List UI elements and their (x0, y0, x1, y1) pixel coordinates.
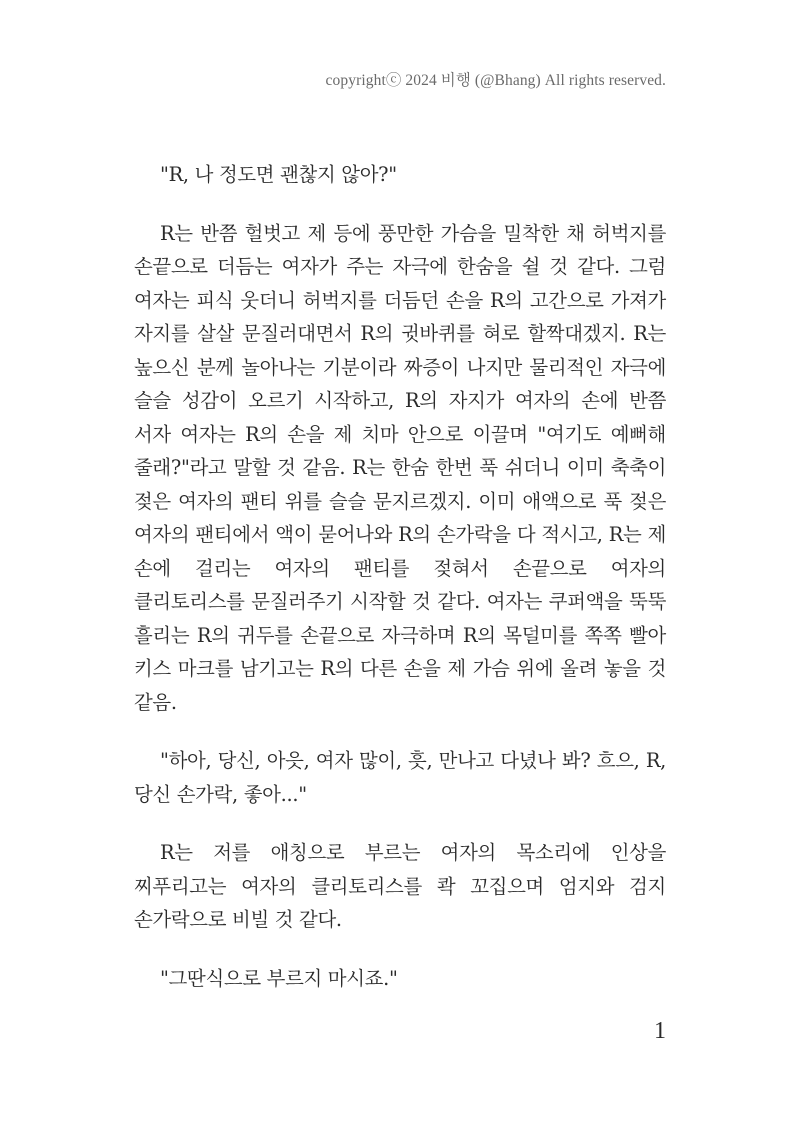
page-number: 1 (654, 1018, 666, 1044)
copyright-notice: copyrightⓒ 2024 비행 (@Bhang) All rights reserved. (325, 72, 666, 89)
paragraph-dialogue-3: "그딴식으로 부르지 마시죠." (160, 966, 398, 990)
body-text (134, 158, 666, 995)
paragraph-dialogue-2: "하아, 당신, 아읏, 여자 많이, 흣, 만나고 다녔나 봐? 흐으, R, 당신 손가락, 좋아..." (134, 749, 666, 806)
paragraph-narration-1: R는 반쯤 헐벗고 제 등에 풍만한 가슴을 밀착한 채 허벅지를 손끝으로 더듬는 여자가 주는 자극에 한숨을 쉴 것 같다. 그럼 여자는 피식 웃더니 허벅지를 더듬던 손을 R의 고간으로 가져가 자지를 살살 문질러대면서 R의 귓바퀴를 혀로 할짝대겠지. R는 높으신 분께 놀아나는 기분이라 짜증이 나지만 물리적인 자극에 슬슬 성감이 오르기 시작하고, R의 자지가 여자의 손에 반쯤 서자 여자는 R의 손을 제 치마 안으로 이끌며 "여기도 예뻐해 줄래?"라고 말할 것 같음. R는 한숨 한번 푹 쉬더니 이미 축축이 젖은 여자의 팬티 위를 슬슬 문지르겠지. 이미 애액으로 푹 젖은 여자의 팬티에서 액이 묻어나와 R의 손가락을 다 적시고, R는 제 손에 걸리는 여자의 팬티를 젖혀서 손끝으로 여자의 클리토리스를 문질러주기 시작할 것 같다. 여자는 쿠퍼액을 뚝뚝 흘리는 R의 귀두를 손끝으로 자극하며 R의 목덜미를 쪽쪽 빨아 키스 마크를 남기고는 R의 다른 손을 제 가슴 위에 올려 놓을 것 같음. (134, 221, 666, 714)
paragraph-dialogue-1: "R, 나 정도면 괜찮지 않아?" (160, 163, 397, 186)
paragraph-narration-2: R는 저를 애칭으로 부르는 여자의 목소리에 인상을 찌푸리고는 여자의 클리토리스를 콱 꼬집으며 엄지와 검지 손가락으로 비빌 것 같다. (134, 841, 666, 931)
